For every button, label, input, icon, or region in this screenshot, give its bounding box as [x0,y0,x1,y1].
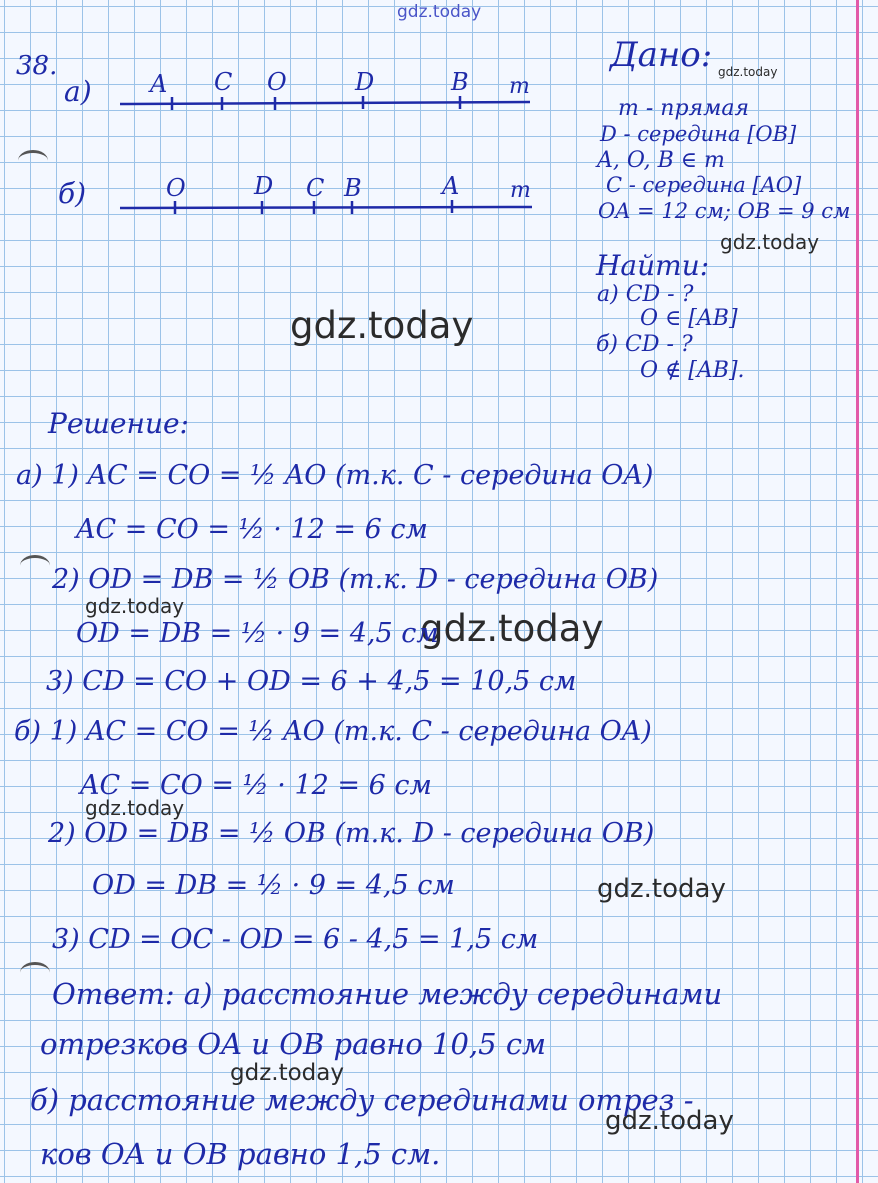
watermark: gdz.today [718,65,778,79]
line-m-b [120,207,532,208]
given-title: Дано: [610,35,713,75]
watermark: gdz.today [720,230,820,254]
point-label-b-A: A [442,172,460,200]
point-label-b-B: B [344,174,362,202]
watermark: gdz.today [597,874,726,904]
point-label-b-O: O [166,174,186,202]
watermark: gdz.today [420,607,604,650]
answer-line: Ответ: а) расстояние между серединами [52,977,723,1011]
solution-line: OD = DB = ½ · 9 = 4,5 см [92,870,455,901]
line-m-a [120,102,530,104]
watermark: gdz.today [85,594,185,618]
point-label-a-D: D [355,68,375,96]
problem-number: 38. [16,51,58,81]
solution-line: 3) CD = OC - OD = 6 - 4,5 = 1,5 см [52,924,539,955]
solution-line: 3) CD = CO + OD = 6 + 4,5 = 10,5 см [46,666,577,697]
solution-line: 2) OD = DB = ½ OB (т.к. D - середина OB) [48,818,655,849]
line-label-a-m: m [509,74,530,99]
solution-line: а) 1) AC = CO = ½ AO (т.к. C - середина OA) [16,460,654,491]
find-line: а) CD - ? [597,282,694,307]
given-line: A, O, B ∈ m [597,148,725,173]
answer-line: отрезков OA и OB равно 10,5 см [40,1027,547,1061]
find-line: б) CD - ? [596,332,693,357]
watermark: gdz.today [397,2,482,22]
solution-line: б) 1) AC = CO = ½ AO (т.к. C - середина OA) [14,716,652,747]
solution-line: AC = CO = ½ · 12 = 6 см [80,770,432,801]
point-label-b-C: C [306,174,325,202]
given-line: m - прямая [618,96,750,121]
watermark: gdz.today [230,1060,344,1086]
answer-line: ков OA и OB равно 1,5 см. [40,1137,441,1171]
given-line: C - середина [AO] [606,173,802,197]
find-line: O ∉ [AB]. [640,358,745,383]
given-line: D - середина [OB] [600,122,797,146]
point-label-b-D: D [254,172,274,200]
diagram-a-label: а) [64,75,92,108]
point-label-a-C: C [214,68,233,96]
solution-line: 2) OD = DB = ½ OB (т.к. D - середина OB) [52,564,659,595]
find-title: Найти: [596,249,710,282]
watermark: gdz.today [605,1106,734,1136]
point-label-a-A: A [150,70,168,98]
given-line: OA = 12 см; OB = 9 см [598,199,851,223]
solution-line: OD = DB = ½ · 9 = 4,5 см [76,618,439,649]
watermark: gdz.today [290,304,474,347]
watermark: gdz.today [85,796,185,820]
solution-line: AC = CO = ½ · 12 = 6 см [76,514,428,545]
answer-line: б) расстояние между серединами отрез - [30,1083,694,1117]
diagram-b-label: б) [58,177,87,210]
point-label-a-B: B [451,68,469,96]
solution-title: Решение: [48,407,189,440]
line-label-b-m: m [510,178,531,203]
find-line: O ∈ [AB] [640,306,738,331]
point-label-a-O: O [267,68,287,96]
